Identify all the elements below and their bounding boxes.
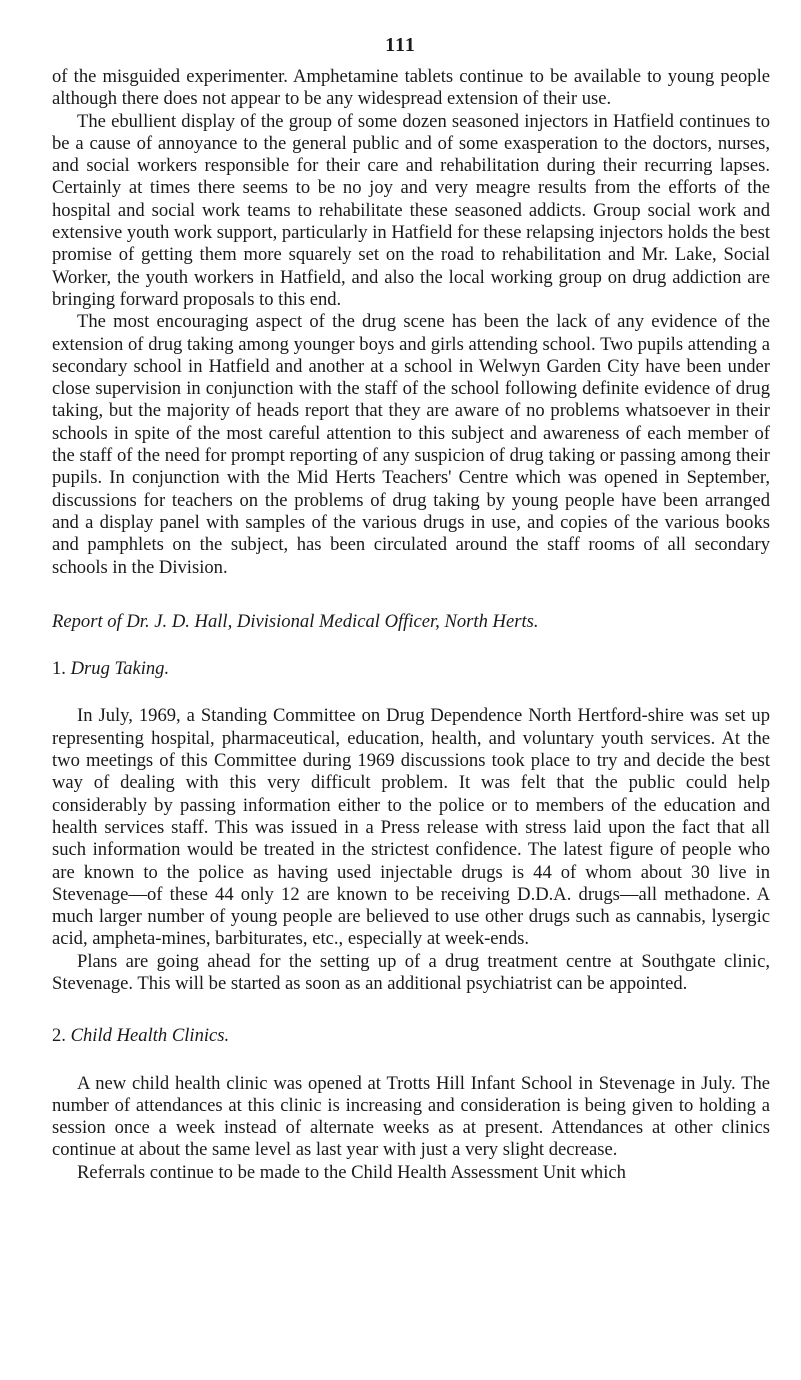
report-title: Report of Dr. J. D. Hall, Divisional Medical Officer, North Herts. <box>52 610 539 632</box>
section-2-paragraph-1: A new child health clinic was opened at Trotts Hill Infant School in Stevenage in July. The number of attendances at this clinic is increasing and consideration is being given to holding a session once a week instead of alternate weeks as at present. Attendances at other clinics continue at about the same level as last year with just a very slight decrease. <box>52 1072 770 1161</box>
section-2-heading <box>52 1025 770 1047</box>
section-1-paragraph-1: In July, 1969, a Standing Committee on Drug Dependence North Hertford-shire was set up representing hospital, pharmaceutical, education, health, and voluntary youth services. At the two meetings of this Committee during 1969 discussions took place to try and decide the best way of dealing with this very difficult problem. It was felt that the public could help considerably by passing information either to the police or to members of the education and health services staff. This was issued in a Press release with stress laid upon the fact that all such information would be treated in the strictest confidence. The latest figure of people who are known to the police as having used injectable drugs is 44 of whom about 30 live in Stevenage—of these 44 only 12 are known to be receiving D.D.A. drugs—all methadone. A much larger number of young people are believed to use other drugs such as cannabis, lysergic acid, ampheta-mines, barbiturates, etc., especially at week-ends. <box>52 705 770 950</box>
section-2-title: Child Health Clinics. <box>70 1025 230 1047</box>
section-2-paragraph-2: Referrals continue to be made to the Child Health Assessment Unit which <box>77 1161 626 1183</box>
body-text <box>52 66 770 1184</box>
page-number: 111 <box>385 34 416 56</box>
intro-paragraph-1: of the misguided experimenter. Amphetamine tablets continue to be available to young people although there does not appear to be any widespread extension of their use. <box>52 66 770 110</box>
intro-paragraph-3: The most encouraging aspect of the drug scene has been the lack of any evidence of the extension of drug taking among younger boys and girls attending school. Two pupils attending a secondary school in Hatfield and another at a school in Welwyn Garden City have been under close supervision in conjunction with the staff of the school following definite evidence of drug taking, but the majority of heads report that they are aware of no problems whatsoever in their schools in spite of the most careful attention to this subject and awareness of each member of the staff of the need for prompt reporting of any suspicion of drug taking or passing among their pupils. In conjunction with the Mid Herts Teachers' Centre which was opened in September, discussions for teachers on the problems of drug taking by young people have been arranged and a display panel with samples of the various drugs in use, and copies of the various books and pamphlets on the subject, has been circulated around the staff rooms of all secondary schools in the Division. <box>52 311 770 578</box>
section-1-paragraph-2: Plans are going ahead for the setting up of a drug treatment centre at Southgate clinic, Stevenage. This will be started as soon as an additional psychiatrist can be appointed. <box>52 950 770 994</box>
section-2-number: 2. <box>52 1025 66 1047</box>
section-1-heading <box>52 658 770 680</box>
section-1-number: 1. <box>52 658 66 680</box>
intro-paragraph-2: The ebullient display of the group of some dozen seasoned injectors in Hatfield continues to be a cause of annoyance to the general public and of some exasperation to the doctors, nurses, and social workers responsible for their care and rehabilitation during their recurring lapses. Certainly at times there seems to be no joy and very meagre results from the efforts of the hospital and social work teams to rehabilitate these seasoned addicts. Group social work and extensive youth work support, particularly in Hatfield for these relapsing injectors holds the best promise of getting them more squarely set on the road to rehabilitation and Mr. Lake, Social Worker, the youth workers in Hatfield, and also the local working group on drug addiction are bringing forward proposals to this end. <box>52 110 770 310</box>
section-1-title: Drug Taking. <box>70 658 170 680</box>
